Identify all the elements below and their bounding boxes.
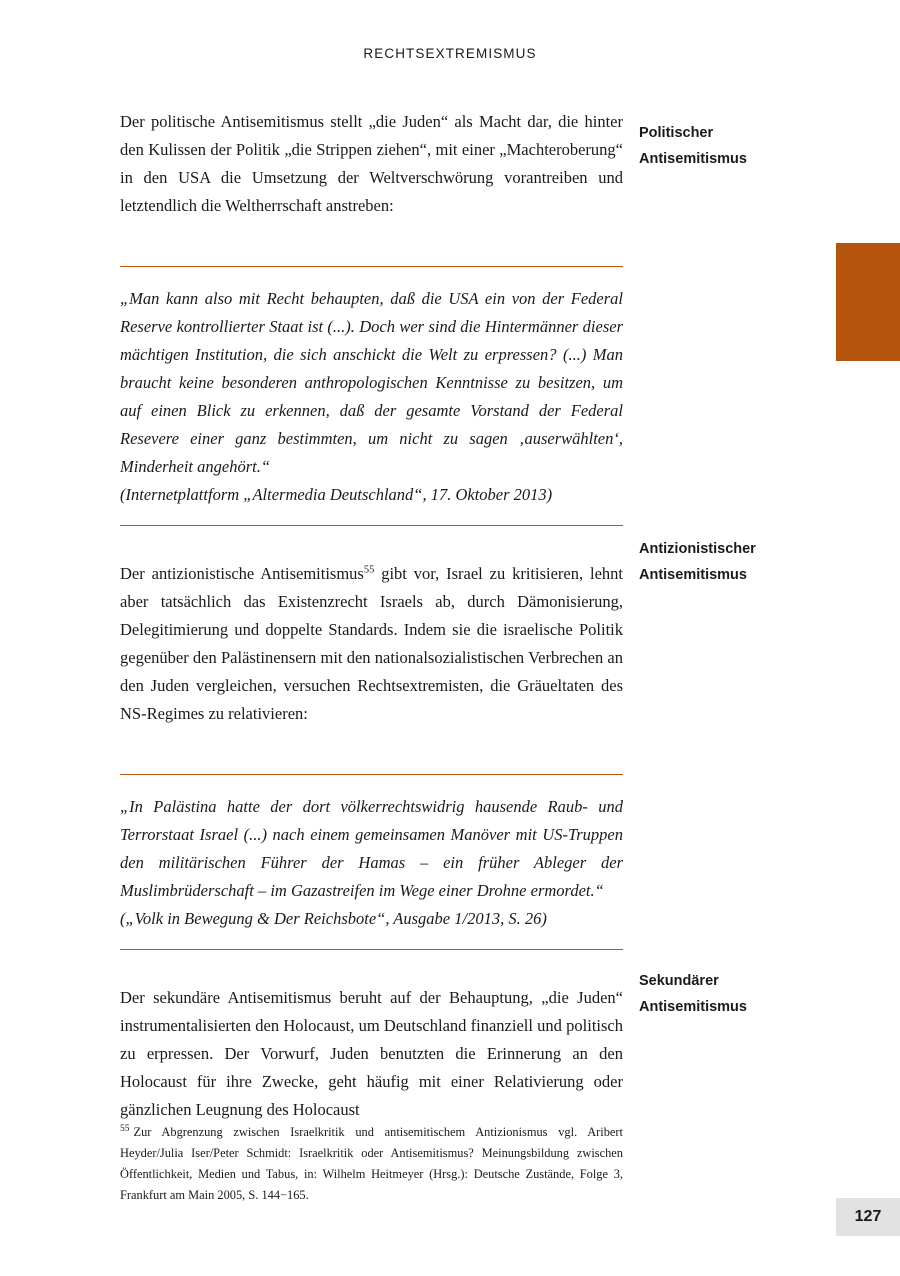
spacer xyxy=(120,220,623,266)
footnote-number: 55 xyxy=(120,1123,130,1134)
paragraph-secondary-antisemitism: Der sekundäre Antisemitismus beruht auf der Behauptung, „die Juden“ instrumentalisierten den Holocaust, um Deutschland finanziell und politisch zu erpressen. Der Vorwurf, Juden benutzten die Erinnerung an den Holocaust für ihre Zwecke, geht häufig mit einer Relativierung oder gänzlichen Leugnung des Holocaust xyxy=(120,988,623,1119)
paragraph-text-part-2: gibt vor, Israel zu kritisieren, lehnt aber tatsächlich das Existenzrecht Israels ab, durch Dämonisierung, Delegitimierung und doppelte Standards. Indem sie die israelische Politik gegenüber den Palästinensern mit den nationalsozialistischen Verbrechen an den Juden vergleichen, versuchen Rechtsextremisten, die Gräueltaten des NS-Regimes zu relativieren: xyxy=(120,564,623,723)
margin-note-politischer-antisemitismus xyxy=(639,120,829,172)
margin-note-antizionistischer-antisemitismus xyxy=(639,536,829,588)
quote-block-volk-in-bewegung xyxy=(120,774,623,950)
footnote-text: Zur Abgrenzung zwischen Israelkritik und antisemitischem Antizionismus vgl. Aribert Heyder/Julia Iser/Peter Schmidt: Israelkritik oder Antisemitismus? Meinungsbildung zwischen Öffentlichkeit, Medien und Tabus, in: Wilhelm Heitmeyer (Hrsg.): Deutsche Zustände, Folge 3, Frankfurt am Main 2005, S. 144−165. xyxy=(120,1125,623,1202)
quote-text: „In Palästina hatte der dort völkerrechtswidrig hausende Raub- und Terrorstaat Israel (...) nach einem gemeinsamen Manöver mit US-Truppen den militärischen Führer der Hamas – ein früher Ableger der Muslimbrüderschaft – im Gazastreifen im Wege einer Drohne ermordet.“ xyxy=(120,797,623,900)
spacer xyxy=(120,728,623,774)
margin-note-line-2: Antisemitismus xyxy=(639,567,747,583)
paragraph-antizionist-antisemitism xyxy=(120,560,623,728)
paragraph-political-antisemitism: Der politische Antisemitismus stellt „die Juden“ als Macht dar, die hinter den Kulissen der Politik „die Strippen ziehen“, mit einer „Machteroberung“ in den USA die Umsetzung der Weltverschwörung vorantreiben und letztendlich die Weltherrschaft anstreben: xyxy=(120,112,623,215)
chapter-edge-tab xyxy=(836,243,900,361)
margin-note-line-2: Antisemitismus xyxy=(639,151,747,167)
margin-note-line-1: Sekundärer xyxy=(639,973,719,989)
margin-note-line-1: Politischer xyxy=(639,125,714,141)
quote-source: („Volk in Bewegung & Der Reichsbote“, Ausgabe 1/2013, S. 26) xyxy=(120,909,547,928)
margin-note-line-1: Antizionistischer xyxy=(639,541,756,557)
quote-block-altermedia xyxy=(120,266,623,526)
main-text-column xyxy=(120,108,623,1124)
footnote-55 xyxy=(120,1122,623,1206)
running-head: RECHTSEXTREMISMUS xyxy=(363,46,537,61)
spacer xyxy=(120,950,623,984)
paragraph-text-part-1: Der antizionistische Antisemitismus xyxy=(120,564,364,583)
footnote-reference-55[interactable]: 55 xyxy=(363,564,375,576)
quote-source: (Internetplattform „Altermedia Deutschland“, 17. Oktober 2013) xyxy=(120,485,553,504)
margin-note-sekundaerer-antisemitismus xyxy=(639,968,829,1020)
margin-note-line-2: Antisemitismus xyxy=(639,999,747,1015)
spacer xyxy=(120,526,623,560)
page-number: 127 xyxy=(836,1198,900,1236)
quote-text: „Man kann also mit Recht behaupten, daß die USA ein von der Federal Reserve kontrollierter Staat ist (...). Doch wer sind die Hintermänner dieser mächtigen Institution, die sich anschickt die Welt zu erpressen? (...) Man braucht keine besonderen anthropologischen Kenntnisse zu besitzen, um auf einen Blick zu erkennen, daß der gesamte Vorstand der Federal Resevere einer ganz bestimmten, um nicht zu sagen ‚auserwählten‘, Minderheit angehört.“ xyxy=(120,289,623,476)
